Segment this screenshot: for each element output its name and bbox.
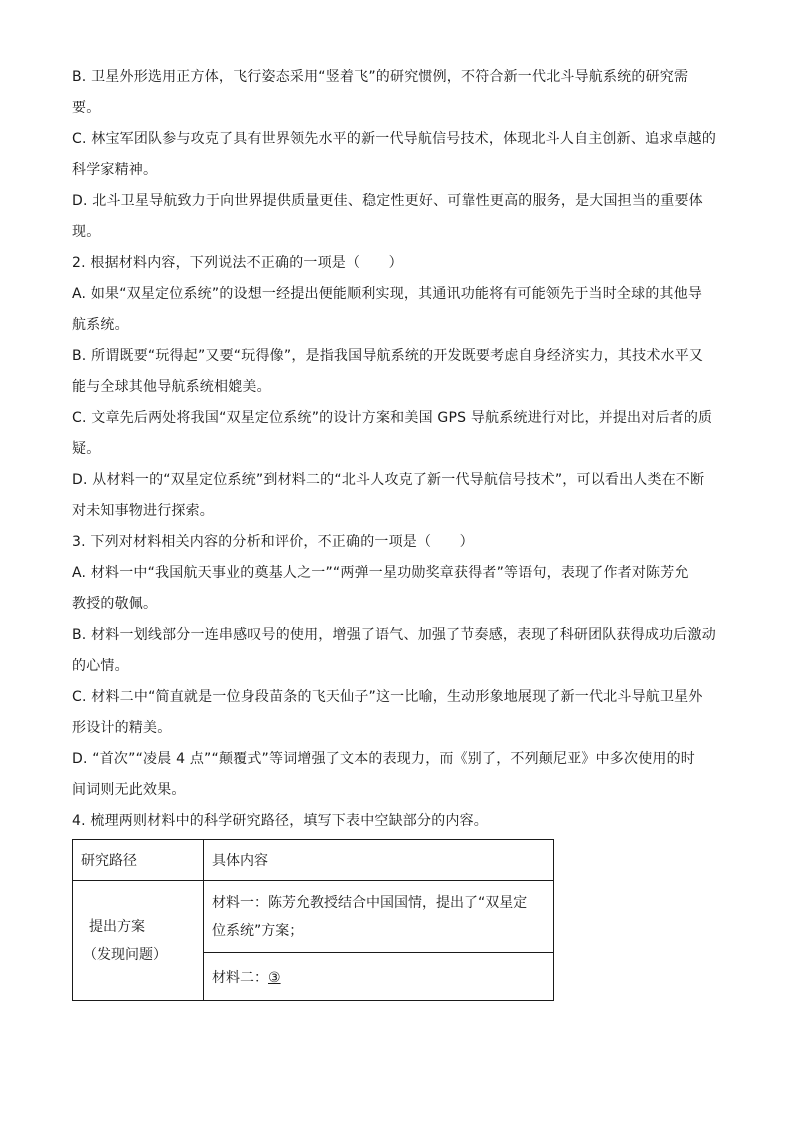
material-two-cell[interactable]	[204, 953, 554, 1001]
text-line: B. 所谓既要“玩得起”又要“玩得像”，是指我国导航系统的开发既要考虑自身经济实力，其技术水平又	[72, 348, 704, 364]
text-line: 教授的敬佩。	[72, 596, 158, 612]
material-one-cell	[204, 881, 554, 953]
row-label-line2: （发现问题）	[83, 946, 167, 963]
text-line: 能与全球其他导航系统相媲美。	[72, 379, 271, 395]
text-line: D. “首次”“凌晨 4 点”“颠覆式”等词增强了文本的表现力，而《别了，不列颠尼亚》中多次使用的时	[72, 751, 696, 767]
text-line: 对未知事物进行探索。	[72, 503, 214, 519]
text-line: D. 从材料一的“双星定位系统”到材料二的“北斗人攻克了新一代导航信号技术”，可以看出人类在不断	[72, 472, 705, 488]
question-4-stem: 4. 梳理两则材料中的科学研究路径，填写下表中空缺部分的内容。	[72, 813, 489, 829]
text-line: 疑。	[72, 441, 101, 457]
research-path-table	[72, 839, 554, 1001]
blank-3[interactable]: ③	[268, 969, 281, 986]
text-line: D. 北斗卫星导航致力于向世界提供质量更佳、稳定性更好、可靠性更高的服务，是大国担当的重要体	[72, 193, 703, 209]
material-two-prefix: 材料二：	[212, 969, 268, 986]
material-one-line1: 材料一：陈芳允教授结合中国国情，提出了“双星定	[212, 894, 528, 911]
text-line: C. 材料二中“简直就是一位身段苗条的飞天仙子”这一比喻，生动形象地展现了新一代北斗导航卫星外	[72, 689, 703, 705]
text-line: B. 材料一划线部分一连串感叹号的使用，增强了语气、加强了节奏感，表现了科研团队获得成功后激动	[72, 627, 716, 643]
text-line: 要。	[72, 100, 101, 116]
text-line: A. 如果“双星定位系统”的设想一经提出便能顺利实现，其通讯功能将有可能领先于当时全球的其他导	[72, 286, 703, 302]
text-line: B. 卫星外形选用正方体，飞行姿态采用“竖着飞”的研究惯例，不符合新一代北斗导航系统的研究需	[72, 69, 689, 85]
material-one-line2: 位系统”方案；	[212, 922, 304, 939]
text-line: 间词则无此效果。	[72, 782, 186, 798]
text-line: 科学家精神。	[72, 162, 158, 178]
question-3-stem: 3. 下列对材料相关内容的分析和评价，不正确的一项是（ ）	[72, 534, 474, 550]
text-line: 航系统。	[72, 317, 129, 333]
text-line: 形设计的精美。	[72, 720, 172, 736]
row-label-line1: 提出方案	[89, 918, 145, 935]
text-line: 的心情。	[72, 658, 129, 674]
table-header-path: 研究路径	[73, 840, 204, 881]
row-label-propose-plan	[73, 881, 204, 1001]
document-page	[72, 62, 722, 1001]
text-line: A. 材料一中“我国航天事业的奠基人之一”“两弹一星功勋奖章获得者”等语句，表现了作者对陈芳允	[72, 565, 689, 581]
text-line: C. 林宝军团队参与攻克了具有世界领先水平的新一代导航信号技术，体现北斗人自主创新、追求卓越的	[72, 131, 717, 147]
table-row	[73, 881, 554, 953]
text-line: 现。	[72, 224, 101, 240]
table-header-content: 具体内容	[204, 840, 554, 881]
text-line: C. 文章先后两处将我国“双星定位系统”的设计方案和美国 GPS 导航系统进行对比，并提出对后者的质	[72, 410, 713, 426]
question-2-stem: 2. 根据材料内容，下列说法不正确的一项是（ ）	[72, 255, 403, 271]
table-header-row	[73, 840, 554, 881]
